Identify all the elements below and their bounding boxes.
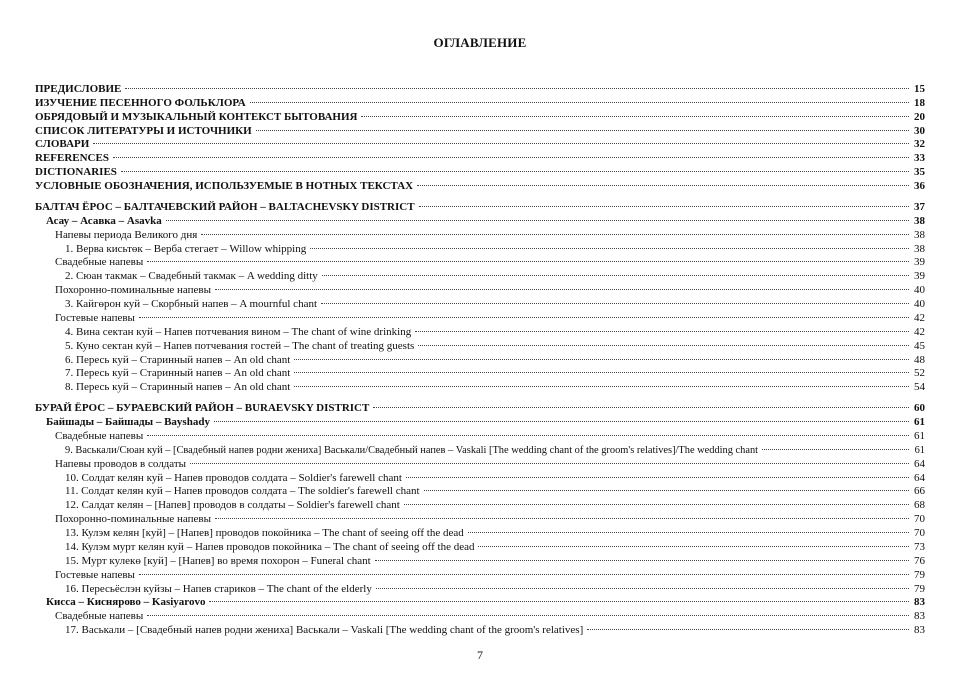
dot-leader — [147, 421, 909, 436]
toc-entry-label: Гостевые напевы — [55, 568, 135, 581]
toc-entry-page: 79 — [914, 568, 925, 581]
toc-entry-page: 68 — [914, 499, 925, 512]
dot-leader — [113, 143, 909, 158]
dot-leader — [321, 289, 909, 304]
toc-entry-label: Напевы проводов в солдаты — [55, 457, 187, 470]
toc-entry-page: 20 — [914, 110, 925, 123]
dot-leader — [93, 130, 909, 145]
toc-entry-page: 39 — [914, 256, 925, 269]
dot-leader — [404, 490, 909, 505]
toc-entry-label: Похоронно-поминальные напевы — [55, 513, 211, 526]
toc-entry-label: 11. Солдат келян куй – Напев проводов солдата – The soldier's farewell chant — [65, 485, 420, 498]
toc-entry-page: 70 — [914, 513, 925, 526]
toc-entry-page: 38 — [914, 214, 925, 227]
toc-entry-label: Байшады – Байшады – Bayshady — [46, 416, 210, 428]
dot-leader — [250, 88, 909, 103]
toc-entry-label: 4. Вина сектан куй – Напев потчевания вином – The chant of wine drinking — [65, 325, 412, 338]
toc-entry-label: DICTIONARIES — [35, 166, 117, 179]
toc-entry-label: Гостевые напевы — [55, 311, 135, 324]
page-number: 7 — [477, 648, 483, 662]
dot-leader — [139, 560, 909, 575]
toc-entry-label: 3. Кайгөрон куй – Скорбный напев – A mournful chant — [65, 298, 318, 310]
toc-entry-page: 32 — [914, 138, 925, 151]
toc-entry-label: REFERENCES — [35, 152, 109, 165]
toc-entry-page: 83 — [914, 596, 925, 609]
toc-chant-entry[interactable] — [35, 618, 925, 637]
page-title: ОГЛАВЛЕНИЕ — [433, 35, 527, 50]
toc-entry-label: БУРАЙ ЁРОС – БУРАЕВСКИЙ РАЙОН – BURAEVSKY DISTRICT — [35, 402, 370, 415]
toc-entry-page: 15 — [914, 82, 925, 95]
toc-entry-page: 76 — [914, 554, 925, 567]
dot-leader — [294, 345, 909, 360]
toc-entry-page: 45 — [914, 339, 925, 352]
toc-entry-page: 40 — [914, 284, 925, 297]
toc-entry-label: Свадебные напевы — [55, 256, 144, 269]
dot-leader — [139, 303, 909, 318]
dot-leader — [201, 220, 909, 235]
dot-leader — [190, 449, 909, 464]
toc-entry-page: 38 — [914, 228, 925, 241]
dot-leader — [361, 102, 909, 117]
dot-leader — [415, 317, 909, 332]
dot-leader — [406, 463, 909, 478]
toc-entry-label: ПРЕДИСЛОВИЕ — [35, 82, 122, 95]
toc-entry-page: 66 — [914, 485, 925, 498]
toc-entry-page: 38 — [914, 242, 925, 255]
toc-entry-label: 16. Пересьёслэн куйзы – Напев стариков – The chant of the elderly — [65, 582, 372, 595]
dot-leader — [478, 532, 909, 547]
toc-entry[interactable] — [35, 174, 925, 192]
dot-leader — [762, 435, 909, 450]
toc-entry-label: 15. Мурт кулекө [куй] – [Напев] во время похорон – Funeral chant — [65, 554, 371, 567]
toc-entry-label: 5. Куно сектан куй – Напев потчевания гостей – The chant of treating guests — [65, 339, 415, 352]
toc-entry-label: 1. Верва кисьтөк – Верба стегает – Willow whipping — [65, 242, 307, 255]
toc-entry-label: Похоронно-поминальные напевы — [55, 284, 211, 297]
dot-leader — [376, 574, 909, 589]
toc-entry-label: 7. Пересь куй – Старинный напев – An old chant — [65, 367, 291, 380]
toc-entry-page: 83 — [914, 610, 925, 623]
toc-entry-label: Кисса – Киcнярово – Kasiyarovo — [46, 596, 206, 609]
toc-entry-page: 64 — [914, 471, 925, 484]
toc-entry-label: 13. Кулэм келян [куй] – [Напев] проводов покойника – The chant of seeing off the dead — [65, 527, 464, 539]
toc-entry-label: 14. Кулэм мурт келян куй – Напев проводов покойника – The chant of seeing off the dead — [65, 540, 475, 553]
toc-entry-label: БАЛТАЧ ЁРОС – БАЛТАЧЕВСКИЙ РАЙОН – BALTACHEVSKY DISTRICT — [35, 200, 415, 213]
dot-leader — [417, 171, 909, 186]
toc-entry-label: ИЗУЧЕНИЕ ПЕСЕННОГО ФОЛЬКЛОРА — [35, 96, 246, 109]
table-of-contents — [35, 77, 925, 637]
toc-entry-page: 54 — [914, 381, 925, 394]
toc-entry-page: 39 — [914, 270, 925, 283]
toc-entry-page: 60 — [914, 402, 925, 415]
dot-leader — [147, 601, 909, 616]
dot-leader — [373, 393, 909, 408]
toc-entry-label: 17. Васькали – [Свадебный напев родни жениха] Васькали – Vaskali [The wedding chant of the groom's relatives] — [65, 624, 584, 637]
dot-leader — [419, 192, 909, 207]
toc-entry-label: 8. Пересь куй – Старинный напев – An old chant — [65, 381, 291, 394]
toc-entry-page: 52 — [914, 367, 925, 380]
dot-leader — [468, 518, 909, 533]
toc-entry-page: 42 — [914, 311, 925, 324]
dot-leader — [209, 588, 909, 603]
toc-entry-page: 35 — [914, 166, 925, 179]
dot-leader — [310, 234, 909, 249]
toc-entry-page: 70 — [914, 527, 925, 539]
toc-entry-label: СЛОВАРИ — [35, 138, 90, 151]
toc-entry-label: Свадебные напевы — [55, 429, 144, 442]
dot-leader — [424, 477, 909, 492]
toc-entry-page: 61 — [914, 429, 925, 442]
dot-leader — [166, 206, 909, 221]
toc-entry-label: Асау – Асавка – Asavka — [46, 214, 162, 227]
dot-leader — [418, 331, 909, 346]
toc-entry-page: 61 — [914, 444, 925, 456]
toc-entry-page: 79 — [914, 582, 925, 595]
toc-entry-page: 30 — [914, 124, 925, 137]
toc-entry-page: 64 — [914, 457, 925, 470]
dot-leader — [147, 248, 909, 263]
toc-entry-label: УСЛОВНЫЕ ОБОЗНАЧЕНИЯ, ИСПОЛЬЗУЕМЫЕ В НОТНЫХ ТЕКСТАХ — [35, 180, 414, 192]
toc-entry-page: 40 — [914, 298, 925, 310]
dot-leader — [294, 359, 909, 374]
toc-entry-label: 9. Васькали/Сюан куй – [Свадебный напев родни жениха] Васькали/Свадебный напев – Vaskali [The wedding chant of the groom's relatives]/The wedding chant — [65, 444, 759, 456]
dot-leader — [215, 275, 909, 290]
toc-entry-label: 10. Солдат келян куй – Напев проводов солдата – Soldier's farewell chant — [65, 471, 402, 484]
dot-leader — [215, 504, 909, 519]
toc-entry-label: 2. Сюан такмак – Свадебный такмак – A wedding ditty — [65, 270, 318, 283]
toc-entry-label: СПИСОК ЛИТЕРАТУРЫ И ИСТОЧНИКИ — [35, 124, 252, 137]
toc-entry-label: Свадебные напевы — [55, 610, 144, 623]
dot-leader — [294, 372, 909, 387]
toc-entry-label: Напевы периода Великого дня — [55, 228, 198, 241]
toc-entry-page: 42 — [914, 325, 925, 338]
toc-entry-label: ОБРЯДОВЫЙ И МУЗЫКАЛЬНЫЙ КОНТЕКСТ БЫТОВАНИЯ — [35, 110, 358, 123]
toc-entry-page: 73 — [914, 540, 925, 553]
dot-leader — [256, 116, 909, 131]
toc-entry-page: 36 — [914, 180, 925, 192]
dot-leader — [214, 407, 909, 422]
toc-entry-page: 37 — [914, 200, 925, 213]
dot-leader — [125, 74, 909, 89]
toc-entry-page: 61 — [914, 416, 925, 428]
toc-entry-page: 83 — [914, 624, 925, 637]
toc-entry-page: 48 — [914, 353, 925, 366]
toc-entry-label: 6. Пересь куй – Старинный напев – An old chant — [65, 353, 291, 366]
dot-leader — [587, 615, 909, 630]
dot-leader — [322, 261, 909, 276]
toc-entry-page: 33 — [914, 152, 925, 165]
dot-leader — [375, 546, 909, 561]
toc-entry-page: 18 — [914, 96, 925, 109]
toc-entry-label: 12. Салдат келян – [Напев] проводов в солдаты – Soldier's farewell chant — [65, 499, 400, 512]
dot-leader — [121, 157, 909, 172]
